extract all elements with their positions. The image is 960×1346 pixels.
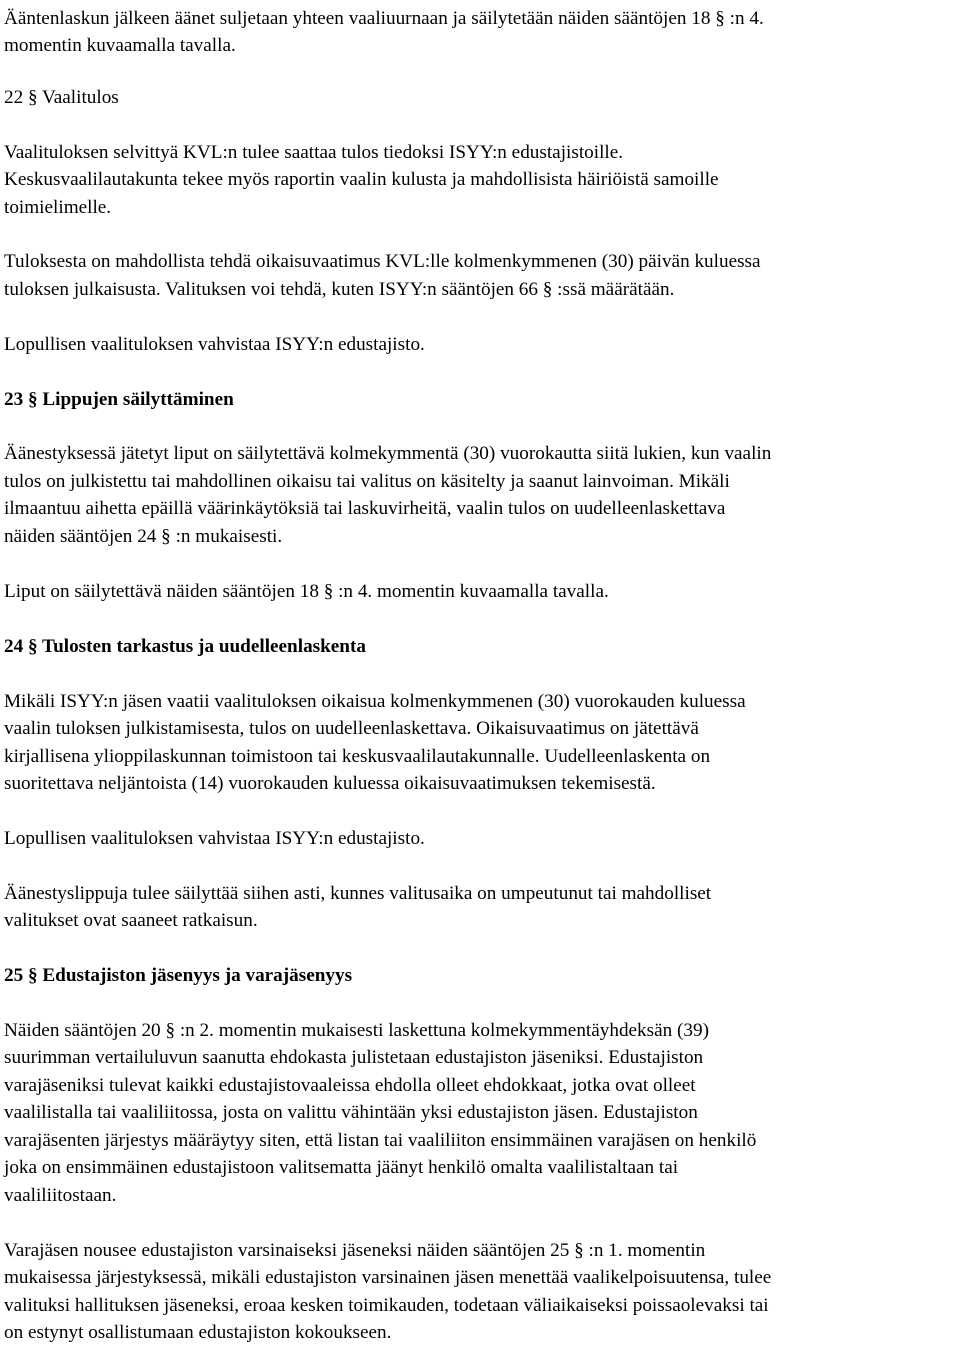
paragraph-line: joka on ensimmäinen edustajistoon valitsematta jäänyt henkilö omalta vaalilistaltaan tai: [4, 1157, 679, 1178]
paragraph-line: on estynyt osallistumaan edustajiston kokoukseen.: [4, 1322, 392, 1343]
paragraph-line: tulos on julkistettu tai mahdollinen oikaisu tai valitus on käsitelty ja saanut lainvoiman. Mikäli: [4, 471, 730, 492]
paragraph-line: vaaliliitostaan.: [4, 1185, 117, 1206]
paragraph-line: Vaalituloksen selvittyä KVL:n tulee saattaa tulos tiedoksi ISYY:n edustajistoille.: [4, 142, 624, 163]
paragraph-line: valituksi hallituksen jäseneksi, eroaa kesken toimikauden, todetaan väliaikaiseksi poissaolevaksi tai: [4, 1295, 769, 1316]
paragraph-line: toimielimelle.: [4, 197, 112, 218]
paragraph-line: Lopullisen vaalituloksen vahvistaa ISYY:n edustajisto.: [4, 828, 425, 849]
paragraph-line: Äänestyksessä jätetyt liput on säilytettävä kolmekymmentä (30) vuorokautta siitä lukien, kun vaalin: [4, 443, 772, 464]
paragraph-line: vaalilistalla tai vaaliliitossa, josta on valittu vähintään yksi edustajiston jäsen. Edustajiston: [4, 1102, 698, 1123]
paragraph-line: ilmaantuu aihetta epäillä väärinkäytöksiä tai laskuvirheitä, vaalin tulos on uudelleenlaskettava: [4, 498, 726, 519]
paragraph-line: Tuloksesta on mahdollista tehdä oikaisuvaatimus KVL:lle kolmenkymmenen (30) päivän kuluessa: [4, 251, 761, 272]
paragraph-line: suurimman vertailuluvun saanutta ehdokasta julistetaan edustajiston jäseniksi. Edustajiston: [4, 1047, 704, 1068]
paragraph-line: varajäsenten järjestys määräytyy siten, että listan tai vaaliliiton ensimmäinen varajäsen on henkilö: [4, 1130, 757, 1151]
paragraph-line: mukaisessa järjestyksessä, mikäli edustajiston varsinainen jäsen menettää vaalikelpoisuutensa, tulee: [4, 1267, 772, 1288]
paragraph-line: valitukset ovat saaneet ratkaisun.: [4, 910, 258, 931]
paragraph-line: Äänestyslippuja tulee säilyttää siihen asti, kunnes valitusaika on umpeutunut tai mahdolliset: [4, 883, 712, 904]
section-25-heading: 25 § Edustajiston jäsenyys ja varajäsenyys: [4, 965, 353, 986]
paragraph-line: tuloksen julkaisusta. Valituksen voi tehdä, kuten ISYY:n sääntöjen 66 § :ssä määrätään.: [4, 279, 675, 300]
paragraph-line: Liput on säilytettävä näiden sääntöjen 18 § :n 4. momentin kuvaamalla tavalla.: [4, 581, 609, 602]
section-23-heading: 23 § Lippujen säilyttäminen: [4, 389, 234, 410]
section-24-heading: 24 § Tulosten tarkastus ja uudelleenlaskenta: [4, 636, 366, 657]
paragraph-line: vaalin tuloksen julkistamisesta, tulos on uudelleenlaskettava. Oikaisuvaatimus on jätettävä: [4, 718, 699, 739]
paragraph-line: Varajäsen nousee edustajiston varsinaiseksi jäseneksi näiden sääntöjen 25 § :n 1. momentin: [4, 1240, 706, 1261]
paragraph-line: Näiden sääntöjen 20 § :n 2. momentin mukaisesti laskettuna kolmekymmentäyhdeksän (39): [4, 1020, 709, 1041]
paragraph-line: Lopullisen vaalituloksen vahvistaa ISYY:n edustajisto.: [4, 334, 425, 355]
intro-line: Ääntenlaskun jälkeen äänet suljetaan yhteen vaaliuurnaan ja säilytetään näiden sääntöjen 18 § :n 4.: [4, 8, 764, 29]
intro-line: momentin kuvaamalla tavalla.: [4, 35, 236, 56]
paragraph-line: Keskusvaalilautakunta tekee myös raportin vaalin kulusta ja mahdollisista häiriöistä samoille: [4, 169, 719, 190]
paragraph-line: näiden sääntöjen 24 § :n mukaisesti.: [4, 526, 283, 547]
section-22-heading: 22 § Vaalitulos: [4, 87, 119, 108]
paragraph-line: Mikäli ISYY:n jäsen vaatii vaalituloksen oikaisua kolmenkymmenen (30) vuorokauden kuluessa: [4, 691, 746, 712]
paragraph-line: suoritettava neljäntoista (14) vuorokauden kuluessa oikaisuvaatimuksen tekemisestä.: [4, 773, 656, 794]
paragraph-line: kirjallisena ylioppilaskunnan toimistoon tai keskusvaalilautakunnalle. Uudelleenlaskenta on: [4, 746, 711, 767]
paragraph-line: varajäseniksi tulevat kaikki edustajistovaaleissa ehdolla olleet ehdokkaat, jotka ovat olleet: [4, 1075, 696, 1096]
